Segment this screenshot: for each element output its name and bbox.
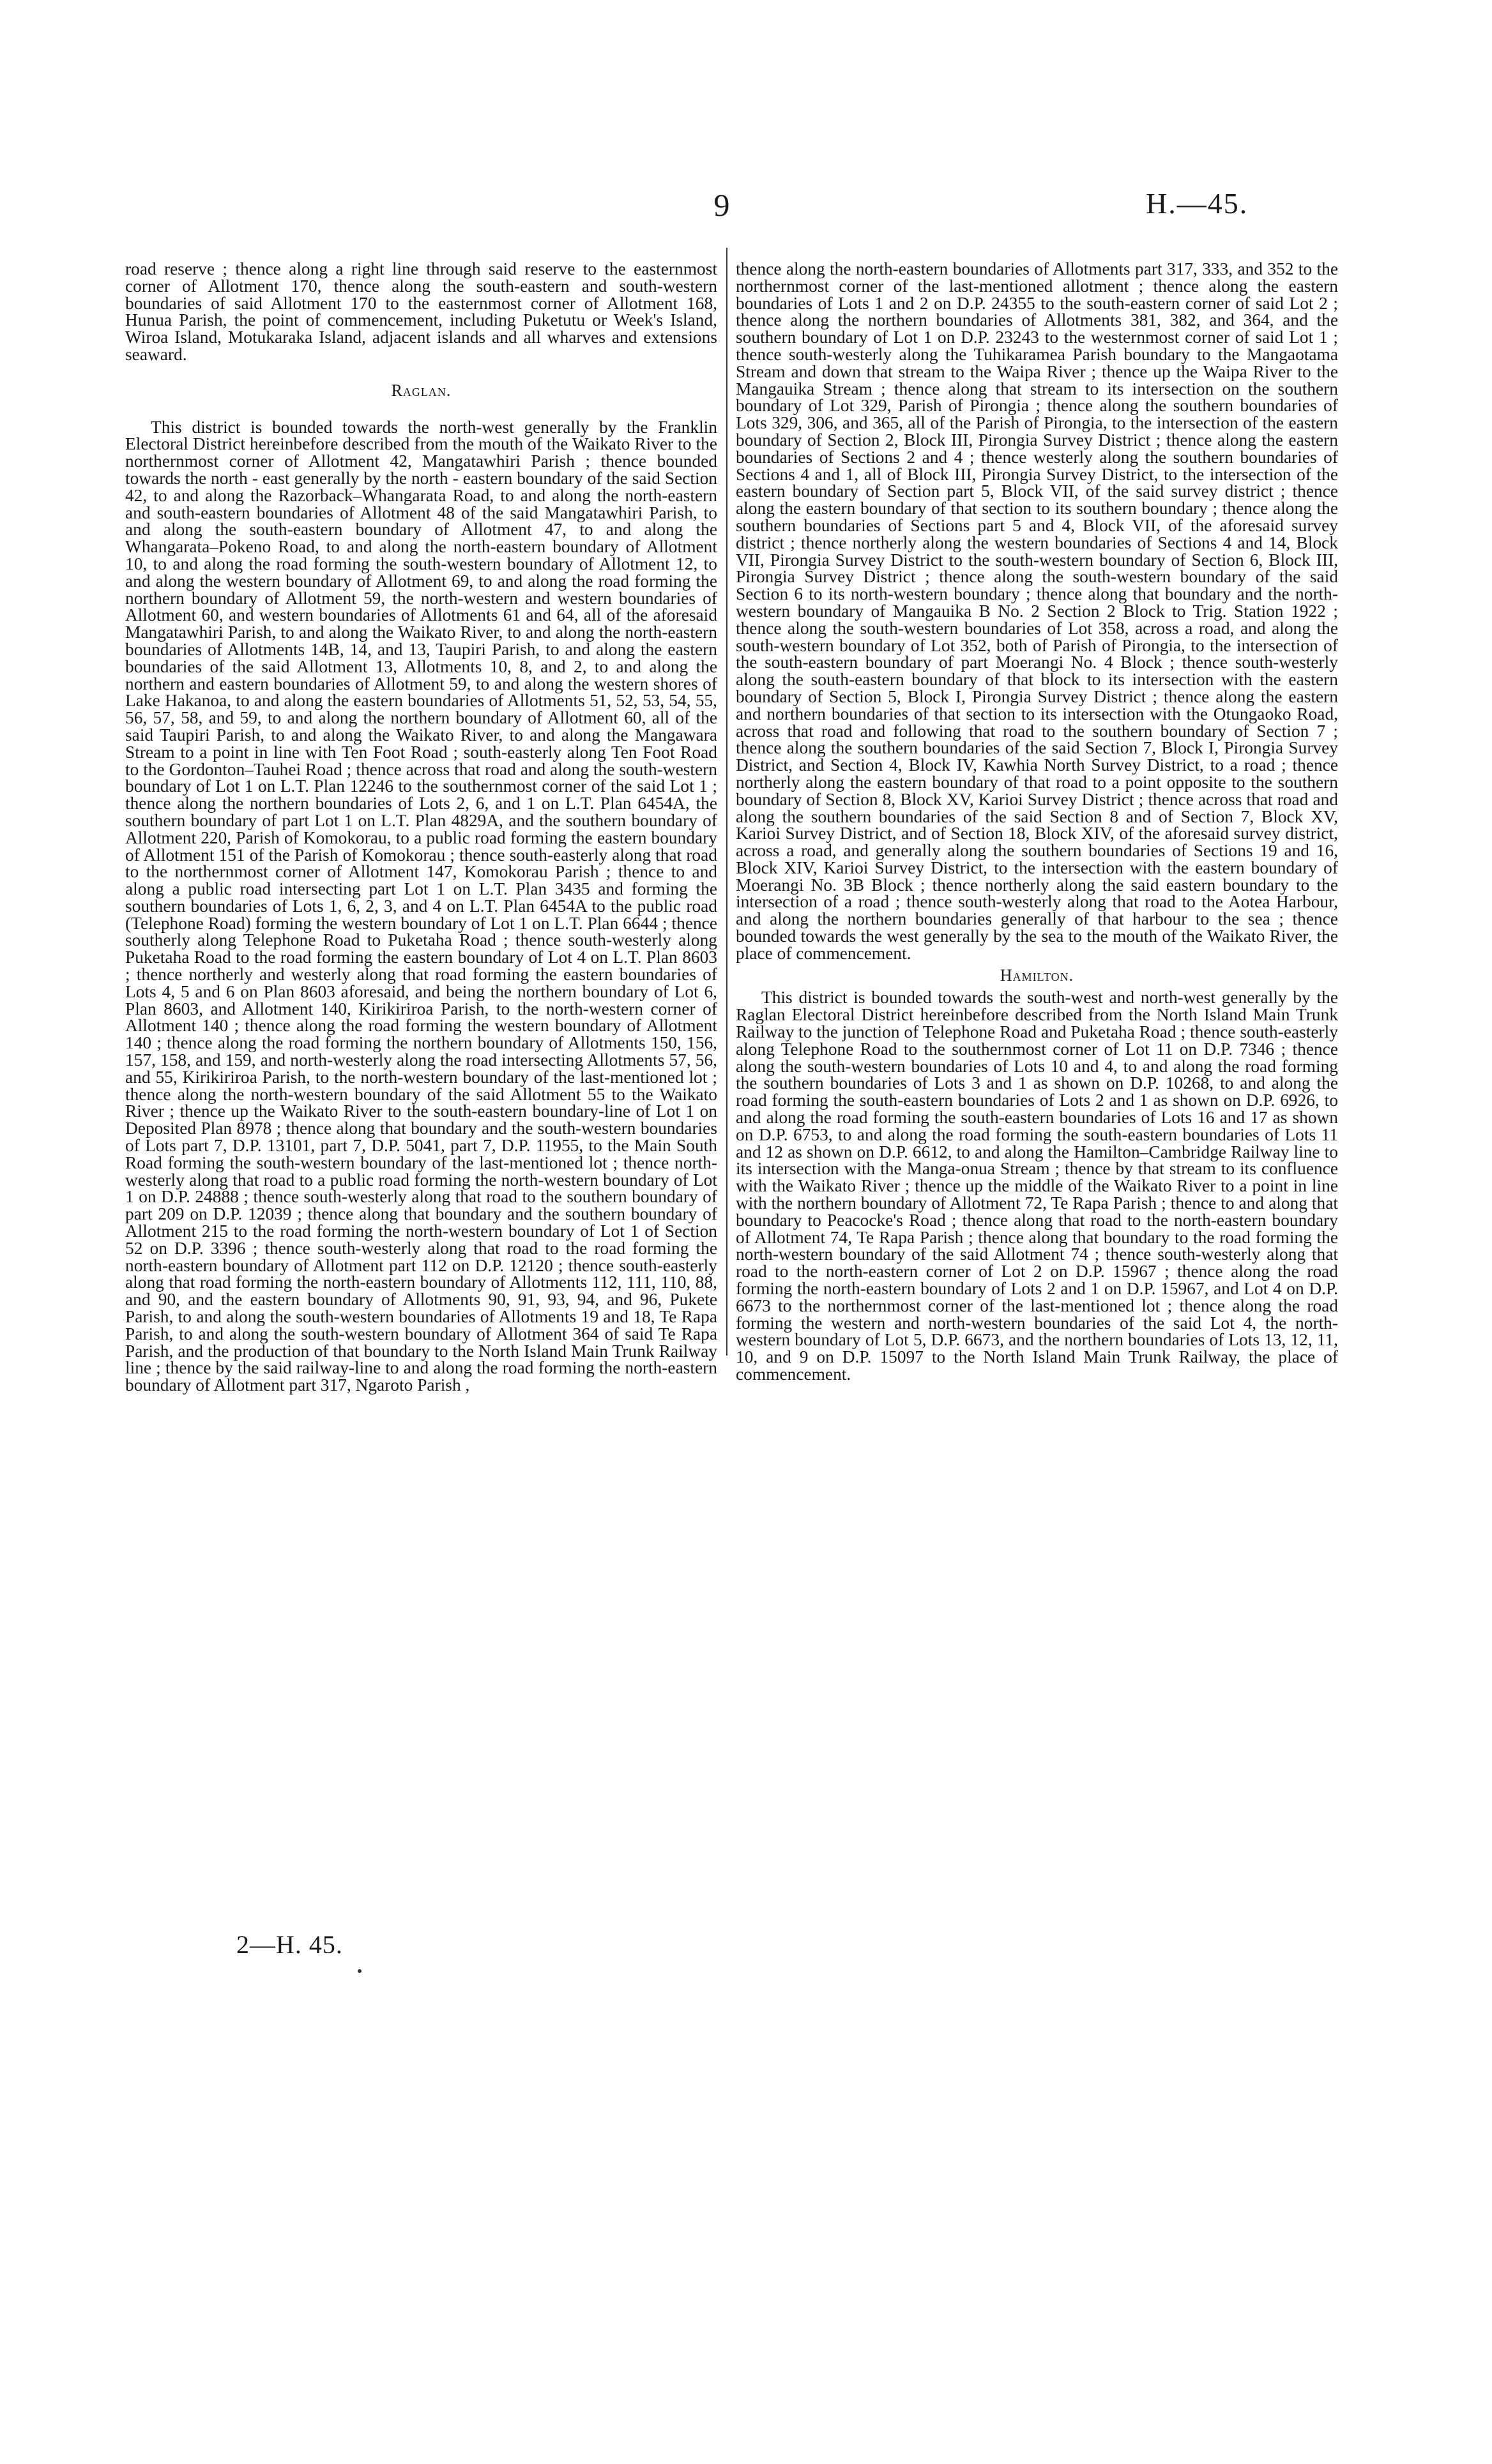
ink-dot: [358, 1969, 362, 1973]
left-column: [125, 261, 717, 1394]
right-column: [736, 261, 1338, 1383]
page-number: 9: [713, 187, 730, 223]
signature-mark: 2—H. 45.: [236, 1930, 343, 1959]
hamilton-paragraph: This district is bounded towards the south-west and north-west generally by the Raglan Electoral District hereinbefore described from the North Island Main Trunk Railway to the junction of Telephone Road and Puketaha Road ; thence south-easterly along Telephone Road to the southernmost corner of Lot 11 on D.P. 7346 ; thence along the south-western boundaries of Lots 10 and 4, to and along the road forming the southern boundaries of Lots 3 and 1 as shown on D.P. 10268, to and along the road forming the south-eastern boundaries of Lots 2 and 1 as shown on D.P. 6926, to and along the road forming the south-eastern boundaries of Lots 16 and 17 as shown on D.P. 6753, to and along the road forming the south-eastern boundaries of Lots 11 and 12 as shown on D.P. 6612, to and along the Hamilton–Cambridge Railway line to its intersection with the Manga-onua Stream ; thence by that stream to its confluence with the Waikato River ; thence up the middle of the Waikato River to a point in line with the northern boundary of Allotment 72, Te Rapa Parish ; thence to and along that boundary to Peacocke's Road ; thence along that road to the north-eastern boundary of Allotment 74, Te Rapa Parish ; thence along that boundary to the road forming the north-western boundary of the said Allotment 74 ; thence south-westerly along that road to the north-eastern corner of Lot 2 on D.P. 15967 ; thence along the road forming the north-eastern boundary of Lots 2 and 1 on D.P. 15967, and Lot 4 on D.P. 6673 to the northernmost corner of the last-mentioned lot ; thence along the road forming the western and north-western boundaries of the said Lot 4, the north-western boundary of Lot 5, D.P. 6673, and the northern boundaries of Lots 13, 12, 11, 10, and 9 on D.P. 15097 to the North Island Main Trunk Railway, the place of commencement.: [736, 988, 1338, 1384]
raglan-paragraph: This district is bounded towards the north-west generally by the Franklin Electoral District hereinbefore described from the mouth of the Waikato River to the northernmost corner of Allotment 42, Mangatawhiri Parish ; thence bounded towards the north - east generally by the north - eastern boundary of the said Section 42, to and along the Razorback–Whangarata Road, to and along the north-eastern and south-eastern boundaries of Allotment 48 of the said Mangatawhiri Parish, to and along the south-eastern boundary of Allotment 47, to and along the Whangarata–Pokeno Road, to and along the north-eastern boundary of Allotment 10, to and along the road forming the south-western boundary of Allotment 12, to and along the western boundary of Allotment 69, to and along the road forming the northern boundary of Allotment 59, the north-western and western boundaries of Allotment 60, and western boundaries of Allotments 61 and 64, all of the aforesaid Mangatawhiri Parish, to and along the Waikato River, to and along the north-eastern boundaries of Allotments 14B, 14, and 13, Taupiri Parish, to and along the eastern boundaries of the said Allotment 13, Allotments 10, 8, and 2, to and along the northern and eastern boundaries of Allotment 59, to and along the western shores of Lake Hakanoa, to and along the eastern boundaries of Allotments 51, 52, 53, 54, 55, 56, 57, 58, and 59, to and along the northern boundary of Allotment 60, all of the said Taupiri Parish, to and along the Waikato River, to and along the Mangawara Stream to a point in line with Ten Foot Road ; south-easterly along Ten Foot Road to the Gordonton–Tauhei Road ; thence across that road and along the south-western boundary of Lot 1 on L.T. Plan 12246 to the southernmost corner of the said Lot 1 ; thence along the northern boundaries of Lots 2, 6, and 1 on L.T. Plan 6454A, the southern boundary of part Lot 1 on L.T. Plan 4829A, and the southern boundary of Allotment 220, Parish of Komokorau, to a public road forming the eastern boundary of Allotment 151 of the Parish of Komokorau ; thence south-easterly along that road to the northernmost corner of Allotment 147, Komokorau Parish ; thence to and along a public road intersecting part Lot 1 on L.T. Plan 3435 and forming the southern boundaries of Lots 1, 6, 2, 3, and 4 on L.T. Plan 6454A to the public road (Telephone Road) forming the western boundary of Lot 1 on L.T. Plan 6644 ; thence southerly along Telephone Road to Puketaha Road ; thence south-westerly along Puketaha Road to the road forming the eastern boundary of Lot 4 on L.T. Plan 8603 ; thence northerly and westerly along that road forming the eastern boundaries of Lots 4, 5 and 6 on Plan 8603 aforesaid, and being the northern boundary of Lot 6, Plan 8603, and Allotment 140, Kirikiriroa Parish, to the north-western corner of Allotment 140 ; thence along the road forming the western boundary of Allotment 140 ; thence along the road forming the northern boundary of Allotments 150, 156, 157, 158, and 159, and north-westerly along the road intersecting Allotments 57, 56, and 55, Kirikiriroa Parish, to the north-western boundary of the last-mentioned lot ; thence along the north-western boundary of the said Allotment 55 to the Waikato River ; thence up the Waikato River to the south-eastern boundary-line of Lot 1 on Deposited Plan 8978 ; thence along that boundary and the south-western boundaries of Lots part 7, D.P. 13101, part 7, D.P. 5041, part 7, D.P. 11955, to the Main South Road forming the south-western boundary of the last-mentioned lot ; thence north-westerly along that road to a public road forming the north-western boundary of Lot 1 on D.P. 24888 ; thence south-westerly along that road to the southern boundary of part 209 on D.P. 12039 ; thence along that boundary and the southern boundary of Allotment 215 to the road forming the north-western boundary of Lot 1 of Section 52 on D.P. 3396 ; thence south-westerly along that road to the road forming the north-eastern boundary of Allotment part 112 on D.P. 12120 ; thence south-easterly along that road forming the north-eastern boundary of Allotments 112, 111, 110, 88, and 90, and the eastern boundary of Allotments 90, 91, 93, 94, and 96, Pukete Parish, to and along the south-western boundaries of Allotments 19 and 18, Te Rapa Parish, to and along the south-western boundary of Allotment 364 of said Te Rapa Parish, and the production of that boundary to the North Island Main Trunk Railway line ; thence by the said railway-line to and along the road forming the north-eastern boundary of Allotment part 317, Ngaroto Parish ,: [125, 417, 717, 1395]
raglan-heading: Raglan.: [391, 381, 452, 400]
series-reference: H.—45.: [1146, 187, 1249, 220]
intro-paragraph: road reserve ; thence along a right line through said reserve to the easternmost corner of Allotment 170, thence along the south-eastern and south-western boundaries of said Allotment 170 to the easternmost corner of Allotment 168, Hunua Parish, the point of commencement, including Puketutu or Week's Island, Wiroa Island, Motukaraka Island, adjacent islands and all wharves and extensions seaward.: [125, 259, 717, 364]
hamilton-heading: Hamilton.: [1000, 965, 1074, 985]
column-divider: [726, 248, 727, 1356]
raglan-continuation: thence along the north-eastern boundaries of Allotments part 317, 333, and 352 to the northernmost corner of the last-mentioned allotment ; thence along the eastern boundaries of Lots 1 and 2 on D.P. 24355 to the south-eastern corner of said Lot 2 ; thence along the northern boundaries of Allotments 381, 382, and 364, and the southern boundary of Lot 1 on D.P. 23243 to the westernmost corner of said Lot 1 ; thence south-westerly along the Tuhikaramea Parish boundary to the Mangaotama Stream and down that stream to the Waipa River ; thence up the Waipa River to the Mangauika Stream ; thence along that stream to its intersection on the southern boundary of Lot 329, Parish of Pirongia ; thence along the southern boundaries of Lots 329, 306, and 365, all of the Parish of Pirongia, to the intersection of the eastern boundary of Section 2, Block III, Pirongia Survey District ; thence along the eastern boundaries of Sections 2 and 4 ; thence westerly along the southern boundaries of Sections 4 and 1, all of Block III, Pirongia Survey District, to the intersection of the eastern boundary of Section part 5, Block VII, of the said survey district ; thence along the eastern boundary of that section to its southern boundary ; thence along the southern boundaries of Sections part 5 and 4, Block VII, of the aforesaid survey district ; thence northerly along the western boundaries of Sections 4 and 14, Block VII, Pirongia Survey District to the south-western boundary of Section 6, Block III, Pirongia Survey District ; thence along the south-western boundary of the said Section 6 to its north-western boundary ; thence along that boundary and the north-western boundary of Mangauika B No. 2 Section 2 Block to Trig. Station 1922 ; thence along the south-western boundaries of Lot 358, across a road, and along the south-western boundary of Lot 352, both of Parish of Pirongia, to the intersection of the south-eastern boundary of part Moerangi No. 4 Block ; thence south-westerly along the south-eastern boundary of that block to its intersection with the eastern boundary of Section 5, Block I, Pirongia Survey District ; thence along the eastern and northern boundaries of that section to its intersection with the Otungaoko Road, across that road and following that road to the southern boundary of Section 7 ; thence along the southern boundaries of the said Section 7, Block I, Pirongia Survey District, and Section 4, Block IV, Kawhia North Survey District, to a road ; thence northerly along the eastern boundary of that road to a point opposite to the southern boundary of Section 8, Block XV, Karioi Survey District ; thence across that road and along the southern boundaries of the said Section 8 and of Section 7, Block XV, Karioi Survey District, and of Section 18, Block XIV, of the aforesaid survey district, across a road, and generally along the southern boundaries of Sections 19 and 16, Block XIV, Karioi Survey District, to the intersection with the eastern boundary of Moerangi No. 3B Block ; thence northerly along the said eastern boundary to the intersection of a road ; thence south-westerly along that road to the Aotea Harbour, and along the northern boundaries generally of that harbour to the sea ; thence bounded towards the west generally by the sea to the mouth of the Waikato River, the place of commencement.: [736, 259, 1338, 963]
